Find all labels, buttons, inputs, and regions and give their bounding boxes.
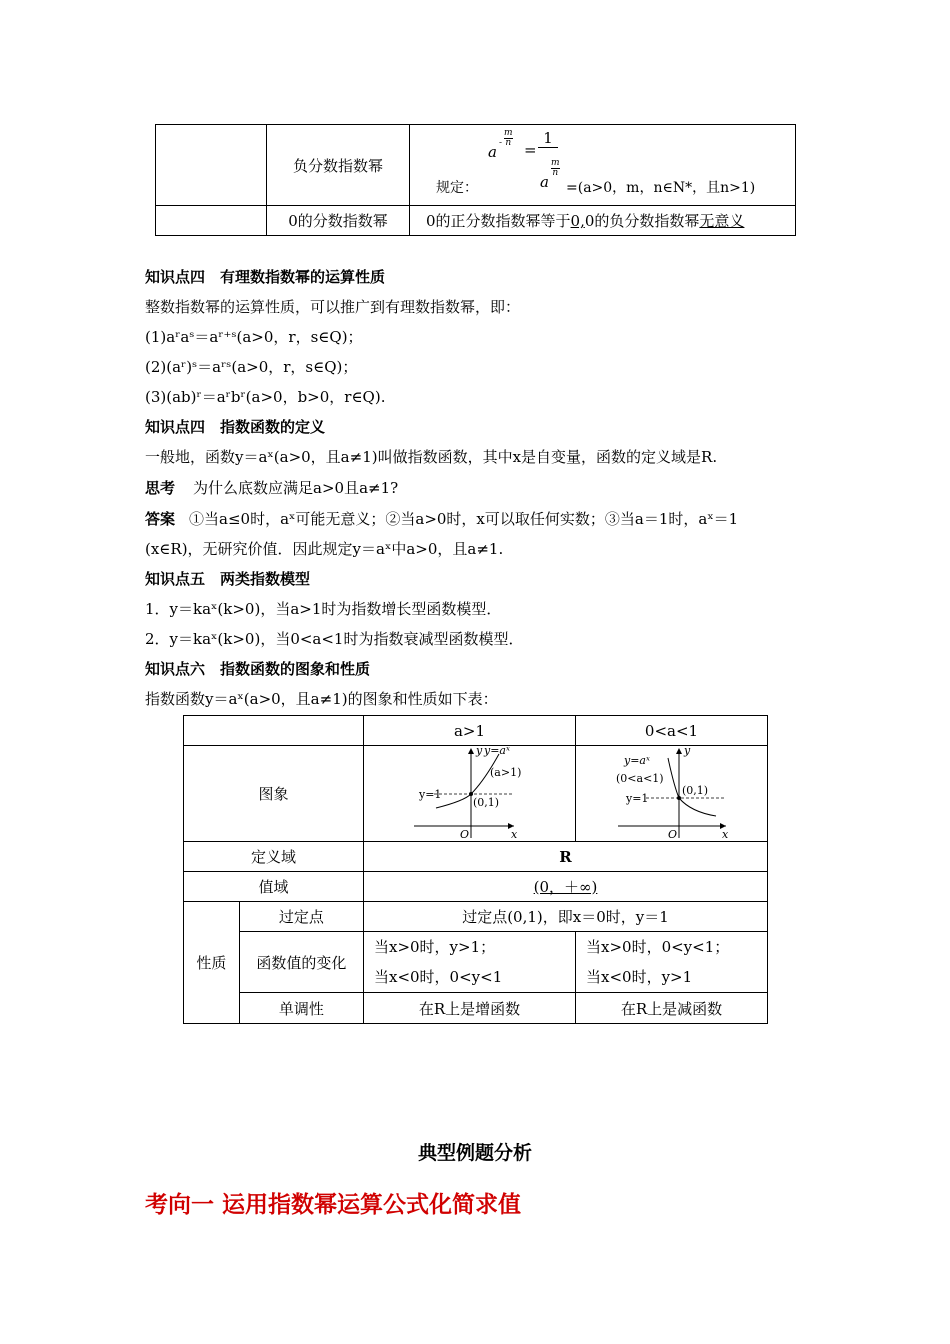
formula-base: a <box>488 143 497 161</box>
row2-text-c: 0的负分数指数幂 <box>584 212 700 230</box>
graph-decreasing-cell <box>576 746 768 842</box>
direction-heading: 考向一 运用指数幂运算公式化简求值 <box>145 1192 522 1218</box>
graph2-point <box>677 796 681 800</box>
change-a2-line1: 当x>0时，0<y<1； <box>586 938 730 956</box>
graph2-y-label: y <box>684 746 691 757</box>
graph-decreasing <box>576 746 767 840</box>
top-table-row1-label: 负分数指数幂 <box>267 125 410 206</box>
formula-denominator-exp: m n <box>551 158 560 178</box>
row2-text-a: 0的正分数指数幂等于 <box>426 212 571 230</box>
prop-domain-label: 定义域 <box>184 842 364 872</box>
formula-numerator: 1 <box>538 129 558 148</box>
prop-mono-label: 单调性 <box>239 993 363 1024</box>
think-label: 思考 <box>145 479 176 497</box>
prop-fixed-value: 过定点(0,1)，即x＝0时，y＝1 <box>363 902 767 932</box>
graph2-condition: (0<a<1) <box>616 772 664 785</box>
graph1-curve-label: y=aˣ <box>483 746 510 757</box>
definition-text: 一般地，函数y＝aˣ(a>0，且a≠1)叫做指数函数，其中x是自变量，函数的定义域是R. <box>145 448 718 466</box>
graph1-y-label: y <box>475 746 483 757</box>
rule-2: (2)(aʳ)ˢ＝aʳˢ(a>0，r，s∈Q)； <box>145 358 358 376</box>
graph1-condition: (a>1) <box>489 766 522 779</box>
prop-fixed-label: 过定点 <box>239 902 363 932</box>
graph1-y-arrow <box>468 748 474 754</box>
graph-increasing <box>364 746 575 840</box>
graph2-x-label: x <box>722 828 729 840</box>
formula-condition: =(a>0，m，n∈N*，且n>1) <box>566 180 756 196</box>
row2-text-d: 无意义 <box>699 212 745 230</box>
answer-text-1: ①当a≤0时，aˣ可能无意义；②当a>0时，x可以取任何实数；③当a＝1时，aˣ＝1 <box>189 510 739 528</box>
rule-3: (3)(ab)ʳ＝aʳbʳ(a>0，b>0，r∈Q). <box>145 388 386 406</box>
graph2-line-label: y=1 <box>626 792 649 805</box>
rule-1: (1)aʳaˢ＝aʳ⁺ˢ(a>0，r，s∈Q)； <box>145 328 363 346</box>
formula-denominator: a <box>540 173 549 191</box>
prop-mono-a1: 在R上是增函数 <box>363 993 575 1024</box>
graph1-origin: O <box>459 828 470 840</box>
prop-mono-a2: 在R上是减函数 <box>576 993 768 1024</box>
section4a-heading: 知识点四 有理数指数幂的运算性质 <box>145 268 386 286</box>
graph2-origin: O <box>668 828 678 840</box>
section5-heading: 知识点五 两类指数模型 <box>145 570 311 588</box>
top-table-empty-cell <box>156 125 267 206</box>
prop-header-a-gt-1: a>1 <box>363 716 575 746</box>
prop-range-cell <box>363 872 767 902</box>
section4a-intro: 整数指数幂的运算性质，可以推广到有理数指数幂，即： <box>145 298 521 316</box>
answer-label: 答案 <box>145 510 176 528</box>
change-a1-line1: 当x>0时，y>1； <box>373 938 496 956</box>
think-text: 为什么底数应满足a>0且a≠1? <box>193 479 399 497</box>
row2-text-b: 0, <box>570 212 585 230</box>
prop-graph-label: 图象 <box>184 746 364 842</box>
property-table <box>183 715 768 1024</box>
answer-line-2: (x∈R)，无研究价值．因此规定y＝aˣ中a>0，且a≠1. <box>145 540 504 558</box>
graph1-line-label: y=1 <box>418 788 442 801</box>
section6-intro: 指数函数y＝aˣ(a>0，且a≠1)的图象和性质如下表： <box>145 690 498 708</box>
top-table-row1-formula <box>410 125 796 206</box>
formula-exponent: -m n <box>499 128 513 148</box>
graph-increasing-cell <box>363 746 575 842</box>
graph2-point-label: (0,1) <box>682 784 709 797</box>
change-a1-line2: 当x<0时，0<y<1 <box>373 968 503 986</box>
prop-change-a1 <box>363 932 575 993</box>
prop-domain-value: R <box>363 842 767 872</box>
top-table-row2-label: 0的分数指数幂 <box>267 206 410 236</box>
model-item-1: 1．y＝kaˣ(k>0)，当a>1时为指数增长型函数模型． <box>145 600 502 618</box>
prop-change-a2 <box>576 932 768 993</box>
top-table-row2-content <box>410 206 796 236</box>
top-table <box>155 124 796 236</box>
graph2-curve-label: y=aˣ <box>624 754 650 767</box>
prop-header-empty <box>184 716 364 746</box>
analysis-title: 典型例题分析 <box>417 1142 532 1164</box>
prop-range-value: (0，＋∞) <box>533 878 598 896</box>
model-item-2: 2．y＝kaˣ(k>0)，当0<a<1时为指数衰减型函数模型． <box>145 630 524 648</box>
top-table-empty-cell-2 <box>156 206 267 236</box>
graph2-y-arrow <box>676 748 682 754</box>
formula-rule-prefix: 规定： <box>436 180 478 196</box>
graph1-x-label: x <box>510 828 518 840</box>
prop-change-label: 函数值的变化 <box>239 932 363 993</box>
prop-props-label: 性质 <box>184 902 240 1024</box>
prop-header-a-lt-1: 0<a<1 <box>576 716 768 746</box>
graph1-point-label: (0,1) <box>472 796 500 809</box>
think-line <box>145 477 398 498</box>
change-a2-line2: 当x<0时，y>1 <box>586 968 693 986</box>
formula-equals: = <box>524 141 537 159</box>
section6-heading: 知识点六 指数函数的图象和性质 <box>145 660 371 678</box>
answer-line-1 <box>145 508 738 529</box>
section4b-heading: 知识点四 指数函数的定义 <box>145 418 326 436</box>
prop-range-label: 值域 <box>184 872 364 902</box>
